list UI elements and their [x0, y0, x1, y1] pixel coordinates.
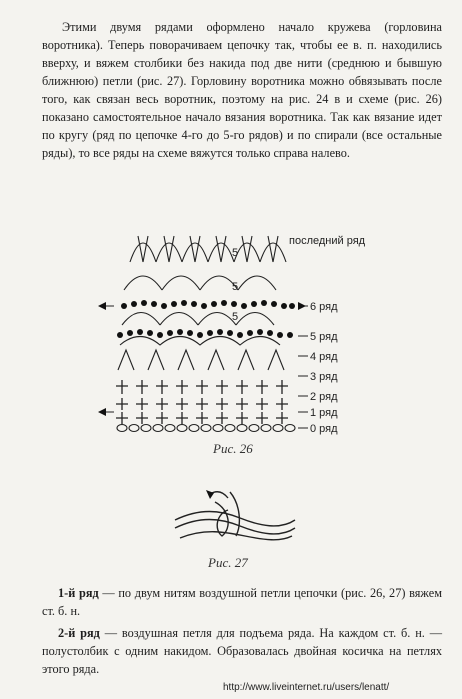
- row-1-text: — по двум нитям воздушной петли цепочки (рис. 26, 27) вяжем ст. б. н.: [42, 586, 442, 618]
- row-label-3: 3 ряд: [310, 371, 338, 383]
- row-1-paragraph: [42, 584, 442, 620]
- row-label-6: 6 ряд: [310, 301, 338, 313]
- row-label-last: последний ряд: [289, 235, 366, 247]
- stitch-illustration-figure-27: [170, 480, 300, 550]
- row-label-4: 4 ряд: [310, 351, 338, 363]
- figure-27-caption: Рис. 27: [208, 555, 248, 570]
- stitch-count-label: 5: [232, 311, 239, 323]
- row-label-5: 5 ряд: [310, 331, 338, 343]
- row-2-paragraph: [42, 624, 442, 678]
- stitch-count-label: 5: [232, 281, 239, 293]
- intro-paragraph: Этими двумя рядами оформлено начало кружева (горловина воротника). Теперь поворачиваем цепочку так, чтобы ее в. п. находились вверху, и вяжем столбики без накида под две нити (среднюю и бывшую ближнюю) петли (рис. 27). Горловину воротника можно обвязывать после того, как связан весь воротник, поэтому на рис. 24 в и схеме (рис. 26) показано самостоятельное начало вязания воротника. Так как вязание идет по кругу (ряд по цепочке 4-го до 5-го рядов) и по спирали (все остальные ряды), то все ряды на схеме вяжутся только справа налево.: [42, 20, 442, 160]
- row-2-text: — воздушная петля для подъема ряда. На каждом ст. б. н. — полустолбик с одним накидом. Образовалась двойная косичка на петлях этого ряда.: [42, 626, 442, 676]
- source-url: http://www.liveinternet.ru/users/lenatt/: [223, 682, 390, 693]
- figure-26-caption: Рис. 26: [213, 441, 253, 456]
- row-label-1: 1 ряд: [310, 407, 338, 419]
- row-1-lead: 1-й ряд: [58, 586, 99, 600]
- row-label-0: 0 ряд: [310, 423, 338, 435]
- stitch-count-label: 5: [232, 247, 239, 259]
- row-2-lead: 2-й ряд: [58, 626, 100, 640]
- row-label-2: 2 ряд: [310, 391, 338, 403]
